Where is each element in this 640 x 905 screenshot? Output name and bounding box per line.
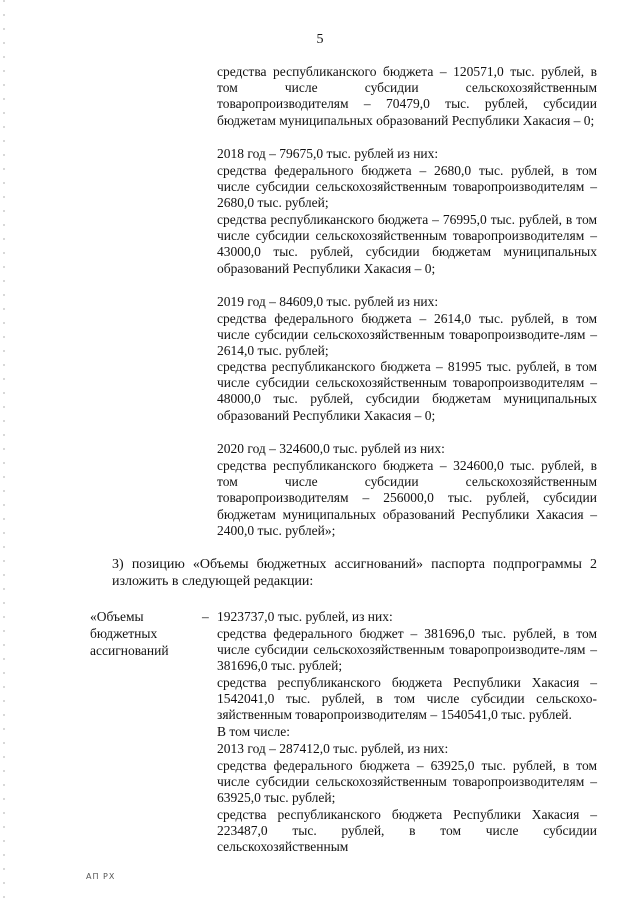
scan-edge [3,0,5,905]
paragraph-b6: средства федерального бюджета – 2614,0 тыс. рублей, в том числе субсидии сельскохозяйственным товаропроизводите-лям – 2614,0 тыс. рублей; [217,311,597,359]
paragraph-b8: 2020 год – 324600,0 тыс. рублей из них: [217,441,445,456]
paragraph-b5: 2019 год – 84609,0 тыс. рублей из них: [217,294,439,309]
budget-line-t7: средства республиканского бюджета Республики Хакасия – 223487,0 тыс. рублей, в том числе субсидии сельскохозяйственным [217,807,597,855]
paragraph-b9: средства республиканского бюджета – 324600,0 тыс. рублей, в том числе субсидии сельскохозяйственным товаропроизводителям – 256000,0 тыс. рублей, субсидии бюджетам муниципальных образований Республики Хакасия – 2400,0 тыс. рублей»; [217,458,597,538]
budget-line-t1: 1923737,0 тыс. рублей, из них: [217,609,393,624]
label-line-3: ассигнований [90,643,169,658]
label-line-1: «Объемы [90,609,144,624]
budget-line-t3: средства республиканского бюджета Республики Хакасия – 1542041,0 тыс. рублей, в том числе субсидии сельскохо-зяйственным товаропроизводителям – 1540541,0 тыс. рублей. [217,675,597,723]
paragraph-b4: средства республиканского бюджета – 76995,0 тыс. рублей, в том числе субсидии сельскохозяйственным товаропроизводителям – 43000,0 тыс. рублей, субсидии бюджетам муниципальных образований Республики Хакасия – 0; [217,212,597,276]
label-dash: – [202,609,209,624]
page-number: 5 [316,32,324,47]
budget-line-t2: средства федерального бюджет – 381696,0 тыс. рублей, в том числе субсидии сельскохозяйственным товаропроизводите-лям – 381696,0 тыс. рублей; [217,626,597,674]
paragraph-b7: средства республиканского бюджета – 81995 тыс. рублей, в том числе субсидии сельскохозяйственным товаропроизводителям – 48000,0 тыс. рублей, субсидии бюджетам муниципальных образований Республики Хакасия – 0; [217,359,597,423]
paragraph-b2: 2018 год – 79675,0 тыс. рублей из них: [217,146,439,161]
budget-line-t6: средства федерального бюджета – 63925,0 тыс. рублей, в том числе субсидии сельскохозяйственным товаропроизводителям – 63925,0 тыс. рублей; [217,758,597,806]
label-line-2: бюджетных [90,626,158,641]
paragraph-b3: средства федерального бюджета – 2680,0 тыс. рублей, в том числе субсидии сельскохозяйственным товаропроизводителям – 2680,0 тыс. рублей; [217,163,597,211]
footer-code: АП РХ [86,872,116,881]
item-3-paragraph: 3) позицию «Объемы бюджетных ассигнований» паспорта подпрограммы 2 изложить в следующей редакции: [112,557,597,589]
budget-line-t5: 2013 год – 287412,0 тыс. рублей, из них: [217,741,449,756]
paragraph-b1: средства республиканского бюджета – 120571,0 тыс. рублей, в том числе субсидии сельскохозяйственным товаропроизводителям – 70479,0 тыс. рублей, субсидии бюджетам муниципальных образований Республики Хакасия – 0; [217,64,597,128]
budget-line-t4: В том числе: [217,724,290,739]
